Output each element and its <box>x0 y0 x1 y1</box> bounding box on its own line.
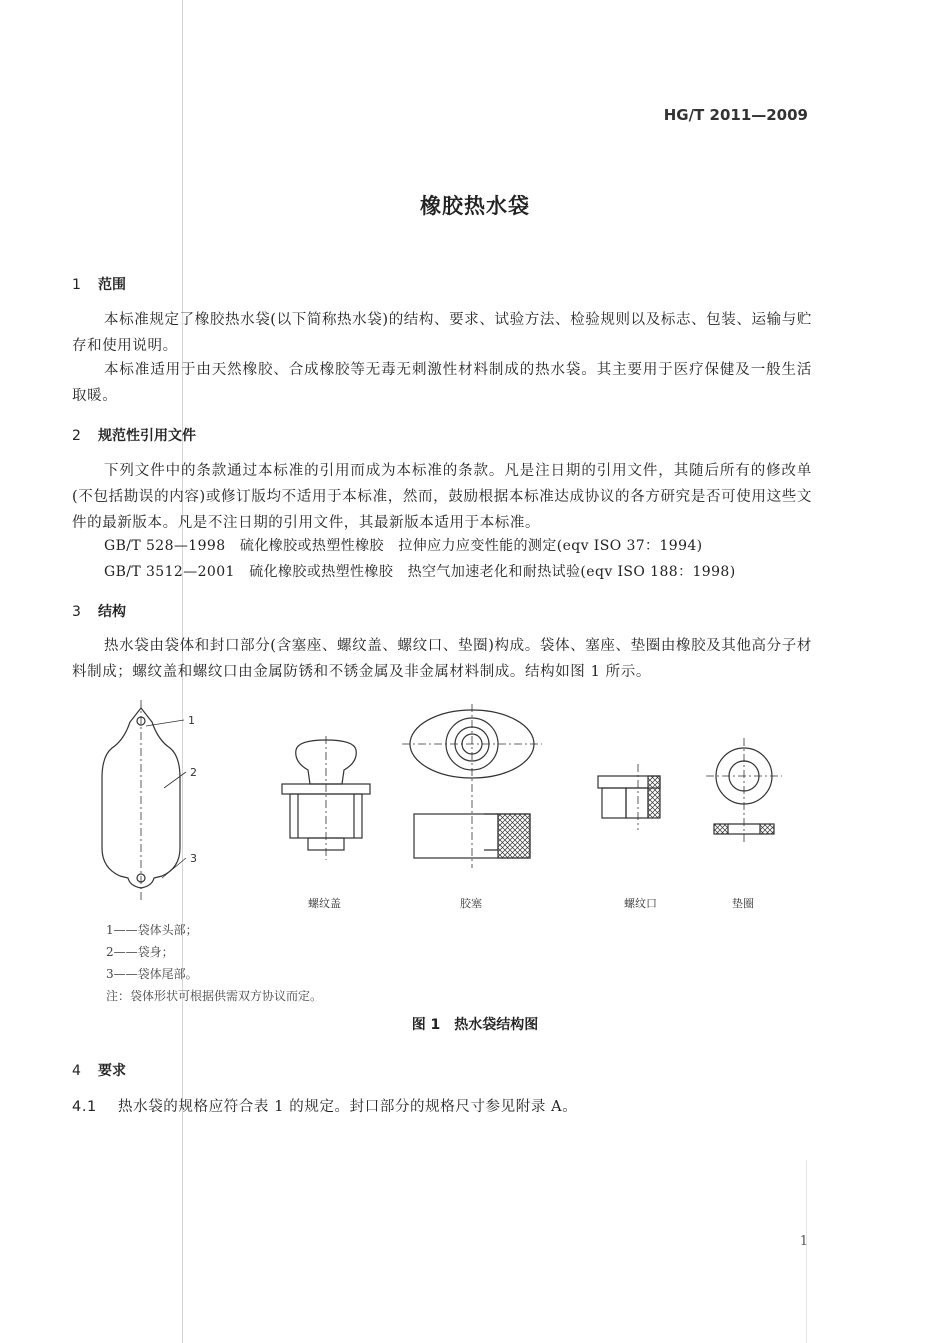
part-label-threaded-mouth: 螺纹口 <box>624 897 657 910</box>
scope-paragraph-2: 本标准适用于由天然橡胶、合成橡胶等无毒无刺激性材料制成的热水袋。其主要用于医疗保健及一般生活取暖。 <box>72 362 812 404</box>
section-number: 1 <box>72 277 81 293</box>
section-number: 2 <box>72 428 81 444</box>
reference-item: GB/T 528—1998 硫化橡胶或热塑性橡胶 拉伸应力应变性能的测定(eqv ISO 37：1994) <box>104 538 703 554</box>
clause-text: 热水袋的规格应符合表 1 的规定。封口部分的规格尺寸参见附录 A。 <box>118 1099 578 1115</box>
callout-1: 1 <box>188 714 195 727</box>
clause-number: 4.1 <box>72 1099 97 1115</box>
references-intro: 下列文件中的条款通过本标准的引用而成为本标准的条款。凡是注日期的引用文件，其随后所有的修改单(不包括勘误的内容)或修订版均不适用于本标准，然而，鼓励根据本标准达成协议的各方研究是否可使用这些文件的最新版本。凡是不注日期的引用文件，其最新版本适用于本标准。 <box>72 463 812 531</box>
section-number: 4 <box>72 1063 81 1079</box>
part-label-screw-cap: 螺纹盖 <box>308 897 341 910</box>
scope-paragraph-1: 本标准规定了橡胶热水袋(以下简称热水袋)的结构、要求、试验方法、检验规则以及标志、包装、运输与贮存和使用说明。 <box>72 312 812 354</box>
threaded-mouth-drawing <box>598 764 660 830</box>
standard-code: HG/T 2011—2009 <box>663 106 808 124</box>
screw-cap-drawing <box>282 736 370 860</box>
figure-note: 注：袋体形状可根据供需双方协议而定。 <box>106 989 323 1003</box>
gasket-drawing <box>706 738 782 842</box>
section-number: 3 <box>72 604 81 620</box>
part-label-stopper: 胶塞 <box>460 897 482 910</box>
legend-item: 1——袋体头部； <box>106 923 198 937</box>
scan-edge-line <box>806 1160 807 1343</box>
bag-body-drawing <box>102 700 186 900</box>
section-heading-scope <box>72 274 126 294</box>
figure-caption: 图 1 热水袋结构图 <box>411 1017 539 1033</box>
document-title: 橡胶热水袋 <box>420 194 530 218</box>
hot-water-bag-structure-figure <box>90 700 810 915</box>
section-heading-requirements <box>72 1060 126 1080</box>
section-title: 范围 <box>98 277 126 293</box>
structure-paragraph: 热水袋由袋体和封口部分(含塞座、螺纹盖、螺纹口、垫圈)构成。袋体、塞座、垫圈由橡胶及其他高分子材料制成；螺纹盖和螺纹口由金属防锈和不锈金属及非金属材料制成。结构如图 1 所示。 <box>72 638 812 680</box>
section-title: 规范性引用文件 <box>98 428 196 444</box>
section-heading-structure <box>72 601 126 621</box>
reference-item: GB/T 3512—2001 硫化橡胶或热塑性橡胶 热空气加速老化和耐热试验(eqv ISO 188：1998) <box>104 564 736 580</box>
section-title: 要求 <box>98 1063 126 1079</box>
rubber-stopper-drawing <box>402 704 542 868</box>
figure-legend <box>106 919 322 1007</box>
legend-item: 2——袋身； <box>106 945 174 959</box>
callout-2: 2 <box>190 766 197 779</box>
page-number: 1 <box>799 1234 808 1249</box>
part-label-gasket: 垫圈 <box>732 897 754 910</box>
section-heading-references <box>72 425 196 445</box>
section-title: 结构 <box>98 604 126 620</box>
callout-3: 3 <box>190 852 197 865</box>
legend-item: 3——袋体尾部。 <box>106 967 198 981</box>
clause-4-1 <box>72 1095 577 1116</box>
